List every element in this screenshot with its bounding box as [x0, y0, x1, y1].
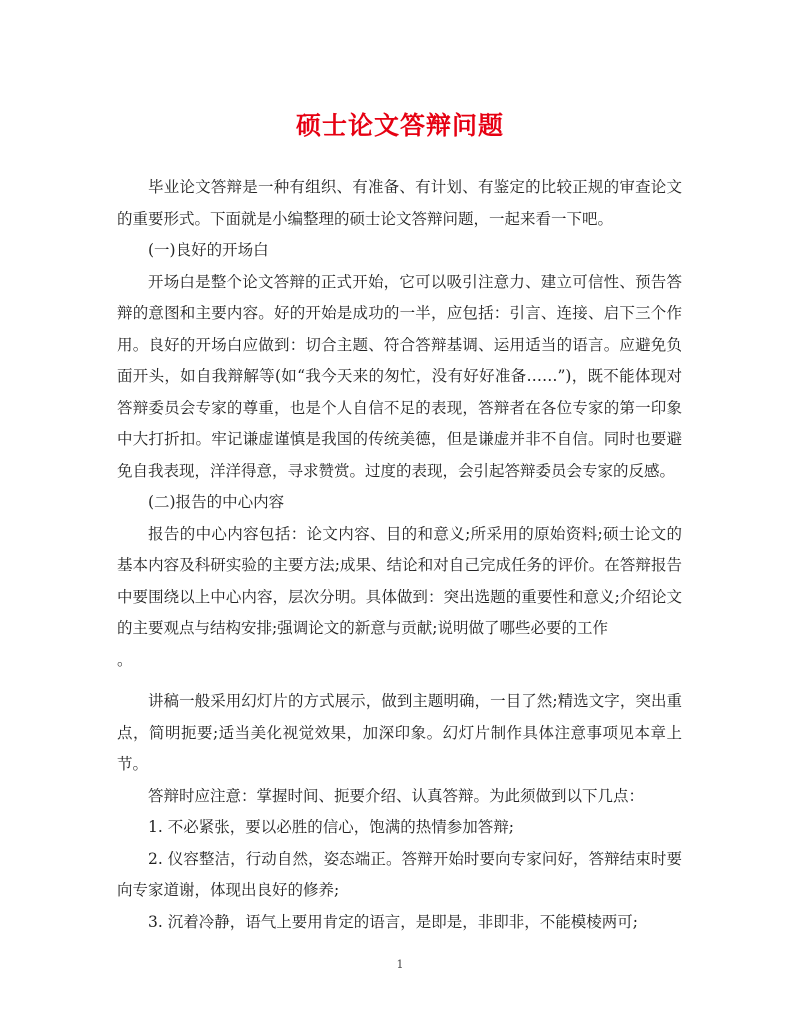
document-title: 硕士论文答辩问题	[295, 111, 504, 140]
section-heading-2: (二)报告的中心内容	[148, 493, 285, 511]
paragraph-period: 。	[117, 650, 133, 669]
list-item-2: 2. 仪容整洁，行动自然，姿态端正。答辩开始时要向专家问好，答辩结束时要向专家道谢，体现出良好的修养;	[117, 849, 682, 899]
list-item-1: 1. 不必紧张，要以必胜的信心，饱满的热情参加答辩;	[148, 818, 514, 836]
paragraph-report-content: 报告的中心内容包括：论文内容、目的和意义;所采用的原始资料;硕士论文的基本内容及科研实验的主要方法;成果、结论和对自己完成任务的评价。在答辩报告中要围绕以上中心内容，层次分明。具体做到：突出选题的重要性和意义;介绍论文的主要观点与结构安排;强调论文的新意与贡献;说明做了哪些必要的工作	[117, 524, 682, 637]
paragraph-opening: 开场白是整个论文答辩的正式开始，它可以吸引注意力、建立可信性、预告答辩的意图和主要内容。好的开始是成功的一半，应包括：引言、连接、启下三个作用。良好的开场白应做到：切合主题、符合答辩基调、运用适当的语言。应避免负面开头，如自我辩解等(如“我今天来的匆忙，没有好好准备……”)，既不能体现对答辩委员会专家的尊重，也是个人自信不足的表现，答辩者在各位专家的第一印象中大打折扣。牢记谦虚谨慎是我国的传统美德，但是谦虚并非不自信。同时也要避免自我表现，洋洋得意，寻求赞赏。过度的表现，会引起答辩委员会专家的反感。	[117, 272, 682, 480]
section-heading-1: (一)良好的开场白	[148, 241, 269, 259]
paragraph-slides: 讲稿一般采用幻灯片的方式展示，做到主题明确，一目了然;精选文字，突出重点，简明扼要;适当美化视觉效果，加深印象。幻灯片制作具体注意事项见本章上节。	[117, 692, 682, 773]
list-item-3: 3. 沉着冷静，语气上要用肯定的语言，是即是，非即非，不能模棱两可;	[148, 912, 638, 931]
paragraph-intro: 毕业论文答辩是一种有组织、有准备、有计划、有鉴定的比较正规的审查论文的重要形式。下面就是小编整理的硕士论文答辩问题，一起来看一下吧。	[117, 178, 682, 228]
paragraph-notes: 答辩时应注意：掌握时间、扼要介绍、认真答辩。为此须做到以下几点：	[148, 786, 645, 805]
document-body	[117, 172, 682, 938]
page-number: 1	[396, 958, 404, 971]
